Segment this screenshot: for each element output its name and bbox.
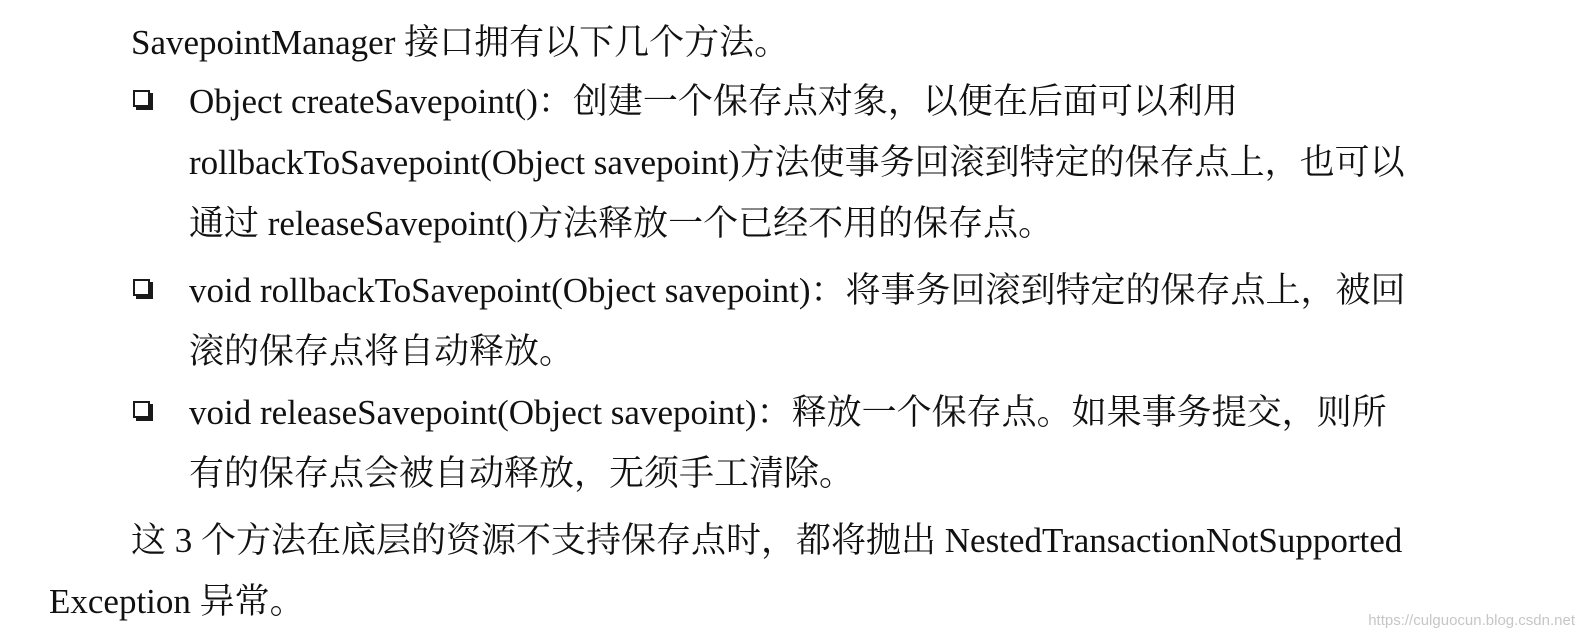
method-text-line: Object createSavepoint()：创建一个保存点对象，以便在后面可以利用: [189, 82, 1238, 121]
checkbox-bullet-icon: [133, 90, 150, 107]
method-text-line: rollbackToSavepoint(Object savepoint)方法使事务回滚到特定的保存点上，也可以: [189, 143, 1405, 182]
intro-text: SavepointManager 接口拥有以下几个方法。: [131, 23, 790, 62]
method-text-line: 有的保存点会被自动释放，无须手工清除。: [189, 454, 855, 493]
method-text-line: void rollbackToSavepoint(Object savepoint)：将事务回滚到特定的保存点上，被回: [189, 271, 1406, 310]
checkbox-bullet-icon: [133, 279, 150, 296]
watermark-url: https://culguocun.blog.csdn.net: [1368, 612, 1575, 629]
method-text-line: void releaseSavepoint(Object savepoint)：释放一个保存点。如果事务提交，则所: [189, 393, 1387, 432]
conclusion-text-line: 这 3 个方法在底层的资源不支持保存点时，都将抛出 NestedTransactionNotSupported: [131, 521, 1403, 560]
conclusion-text-line: Exception 异常。: [49, 582, 305, 621]
method-text-line: 滚的保存点将自动释放。: [189, 332, 575, 371]
method-text-line: 通过 releaseSavepoint()方法释放一个已经不用的保存点。: [189, 204, 1054, 243]
checkbox-bullet-icon: [133, 401, 150, 418]
